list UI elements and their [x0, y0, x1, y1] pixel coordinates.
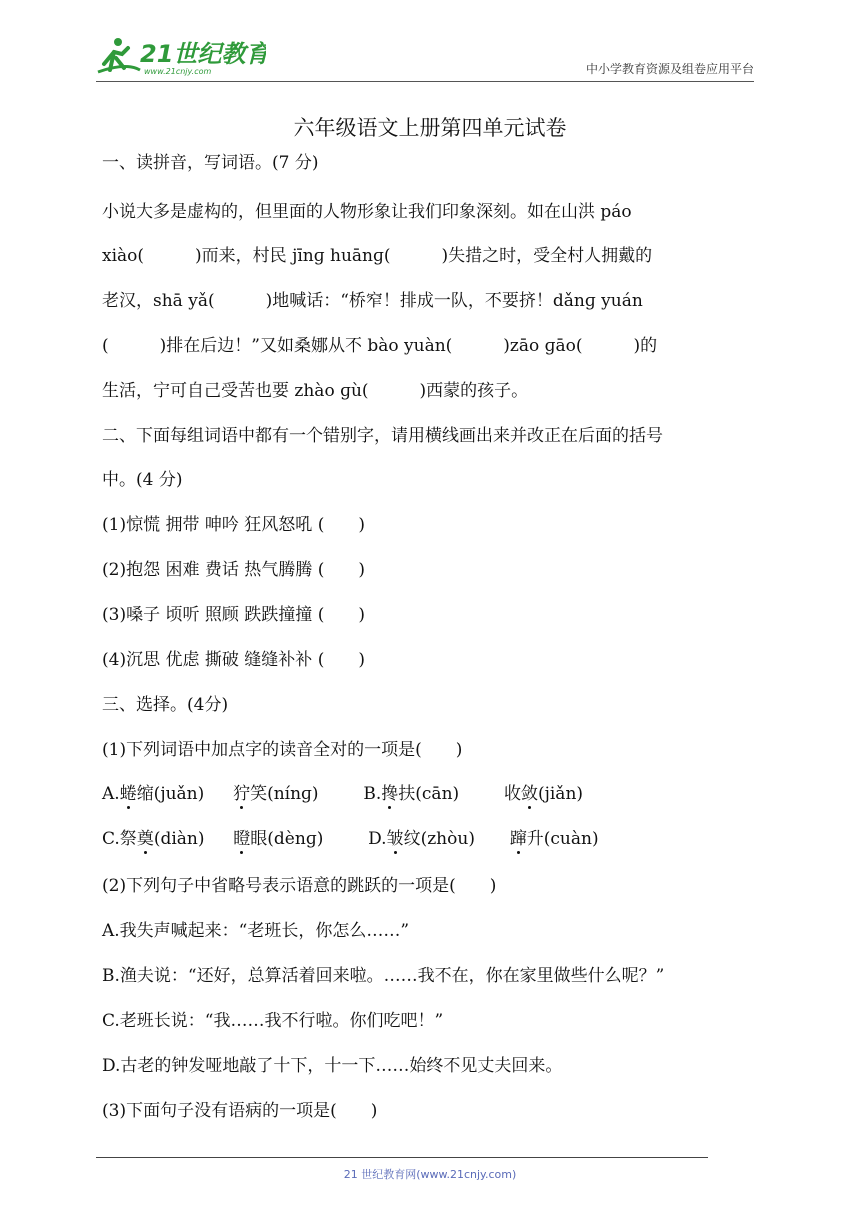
dotted-char: 瞪: [233, 824, 250, 849]
q2-option: B.渔夫说：“还好，总算活着回来啦。……我不在，你在家里做些什么呢？”: [102, 966, 665, 986]
section1-line: 小说大多是虚构的，但里面的人物形象让我们印象深刻。如在山洪 páo: [102, 202, 632, 222]
section2-item: (1)惊慌 拥带 呻吟 狂风怒吼 ( ): [102, 515, 365, 535]
page-title: 六年级语文上册第四单元试卷: [293, 116, 567, 140]
q2-stem: (2)下列句子中省略号表示语意的跳跃的一项是( ): [102, 876, 497, 896]
dotted-char: 搀: [381, 779, 398, 804]
option-label: D.: [368, 829, 387, 849]
section1-line: xiào( )而来，村民 jīnɡ huānɡ( )失措之时，受全村人拥戴的: [102, 246, 653, 266]
site-logo: [96, 34, 266, 78]
option-label: C.祭: [102, 829, 137, 849]
dotted-char: 皱: [387, 824, 404, 849]
dotted-char: 奠: [137, 824, 154, 849]
header-tagline: 中小学教育资源及组卷应用平台: [585, 62, 754, 76]
option-text: 缩(juǎn): [136, 784, 205, 804]
section2-heading: 二、下面每组词语中都有一个错别字，请用横线画出来并改正在后面的括号: [102, 426, 663, 446]
footer-divider: [96, 1157, 708, 1158]
header-divider: [96, 81, 754, 82]
logo-text: 21世纪教育: [140, 40, 266, 68]
section1-line: 老汉，shā yǎ( )地喊话：“桥窄！排成一队，不要挤！dǎnɡ yuán: [102, 291, 643, 311]
option-label: B.: [363, 784, 382, 804]
section2-item: (2)抱怨 困难 费话 热气腾腾 ( ): [102, 560, 365, 580]
q2-option: C.老班长说：“我……我不行啦。你们吃吧！”: [102, 1011, 444, 1031]
q2-option: D.古老的钟发哑地敲了十下，十一下……始终不见丈夫回来。: [102, 1056, 563, 1076]
q1-options-ab: [102, 779, 583, 804]
q2-option: A.我失声喊起来：“老班长，你怎么……”: [102, 921, 410, 941]
dotted-char: 蹿: [510, 824, 527, 849]
q1-stem: (1)下列词语中加点字的读音全对的一项是( ): [102, 740, 463, 760]
option-text: 扶(cān): [398, 784, 460, 804]
dotted-char: 蜷: [120, 779, 137, 804]
logo-url: www.21cnjy.com: [144, 67, 212, 76]
option-label: A.: [102, 784, 120, 804]
footer-link[interactable]: 21 世纪教育网(www.21cnjy.com): [343, 1168, 517, 1181]
option-text: (jiǎn): [537, 784, 584, 804]
option-text: (diàn): [153, 829, 205, 849]
section2-heading-cont: 中。(4 分): [102, 470, 183, 490]
section1-line: ( )排在后边！”又如桑娜从不 bào yuàn( )zāo ɡāo( )的: [102, 336, 658, 356]
q1-options-cd: [102, 824, 599, 849]
q3-stem: (3)下面句子没有语病的一项是( ): [102, 1101, 378, 1121]
section1-heading: 一、读拼音，写词语。(7 分): [102, 153, 319, 173]
section3-heading: 三、选择。(4分): [102, 695, 229, 715]
option-text: 升(cuàn): [526, 829, 599, 849]
option-text: 眼(dènɡ): [250, 829, 324, 849]
section1-line: 生活，宁可自己受苦也要 zhào ɡù( )西蒙的孩子。: [102, 381, 529, 401]
option-text: 收: [503, 784, 521, 804]
option-text: 纹(zhòu): [403, 829, 475, 849]
section2-item: (3)嗓子 顷听 照顾 跌跌撞撞 ( ): [102, 605, 365, 625]
section2-item: (4)沉思 优虑 撕破 缝缝补补 ( ): [102, 650, 365, 670]
runner-logo-icon: [96, 34, 266, 78]
dotted-char: 敛: [521, 779, 538, 804]
option-text: 笑(nínɡ): [250, 784, 319, 804]
dotted-char: 狞: [233, 779, 250, 804]
